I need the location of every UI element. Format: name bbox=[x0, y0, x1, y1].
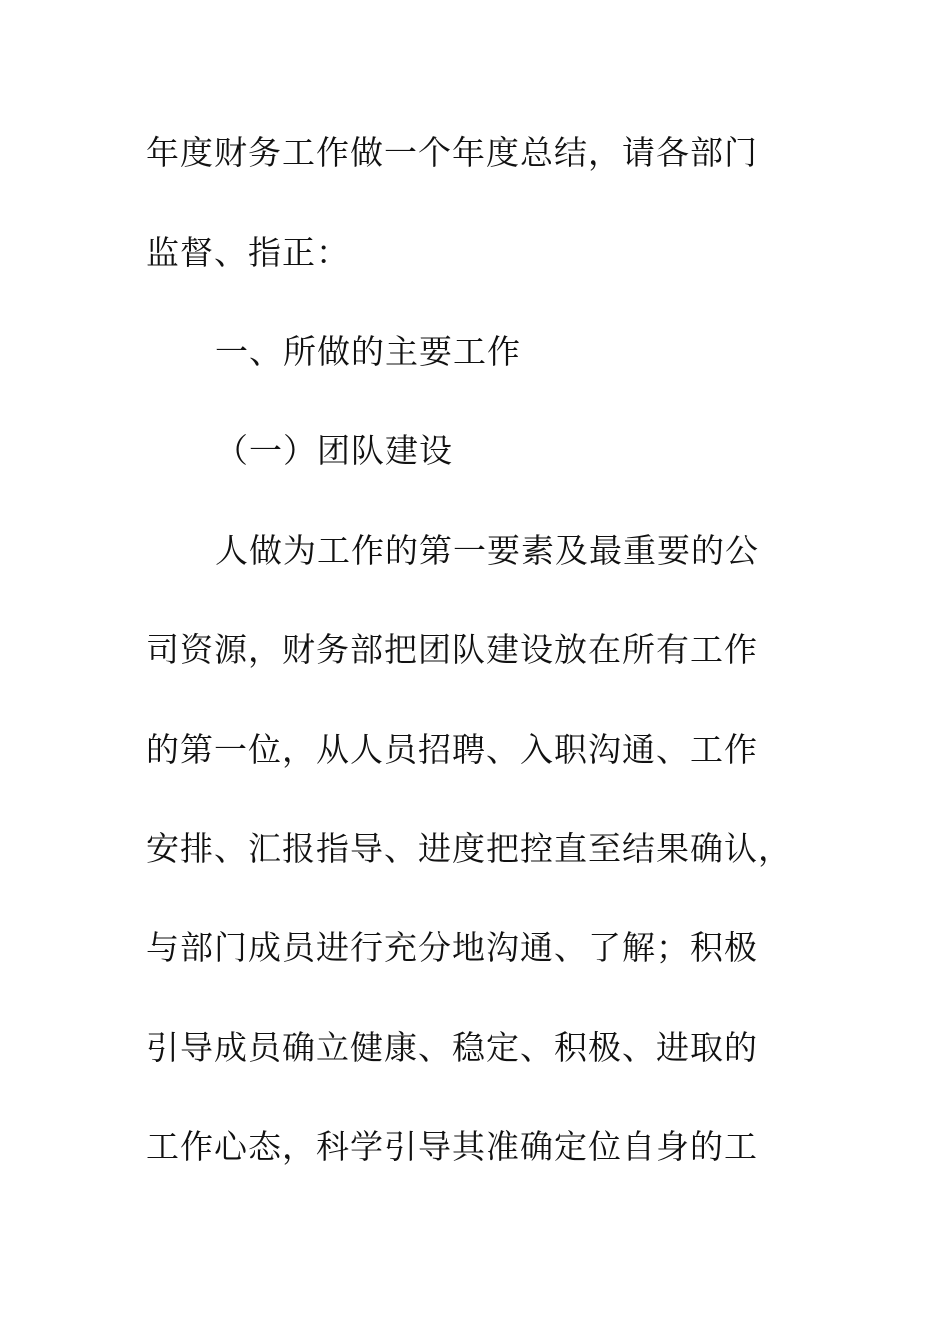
body-text-line: 年度财务工作做一个年度总结，请各部门 bbox=[146, 133, 758, 172]
body-text-line: 的第一位，从人员招聘、入职沟通、工作 bbox=[146, 730, 758, 769]
body-text-line: 与部门成员进行充分地沟通、了解；积极 bbox=[146, 928, 758, 967]
body-text-line: 监督、指正： bbox=[146, 233, 350, 272]
body-text-line: 引导成员确立健康、稳定、积极、进取的 bbox=[146, 1028, 758, 1067]
body-text-line: 工作心态，科学引导其准确定位自身的工 bbox=[146, 1127, 758, 1166]
body-text-line: 安排、汇报指导、进度把控直至结果确认， bbox=[146, 829, 792, 868]
body-text-line: 司资源，财务部把团队建设放在所有工作 bbox=[146, 630, 758, 669]
paragraph-first-line: 人做为工作的第一要素及最重要的公 bbox=[215, 531, 759, 570]
section-heading: 一、所做的主要工作 bbox=[215, 332, 521, 371]
subsection-heading: （一）团队建设 bbox=[215, 431, 453, 470]
